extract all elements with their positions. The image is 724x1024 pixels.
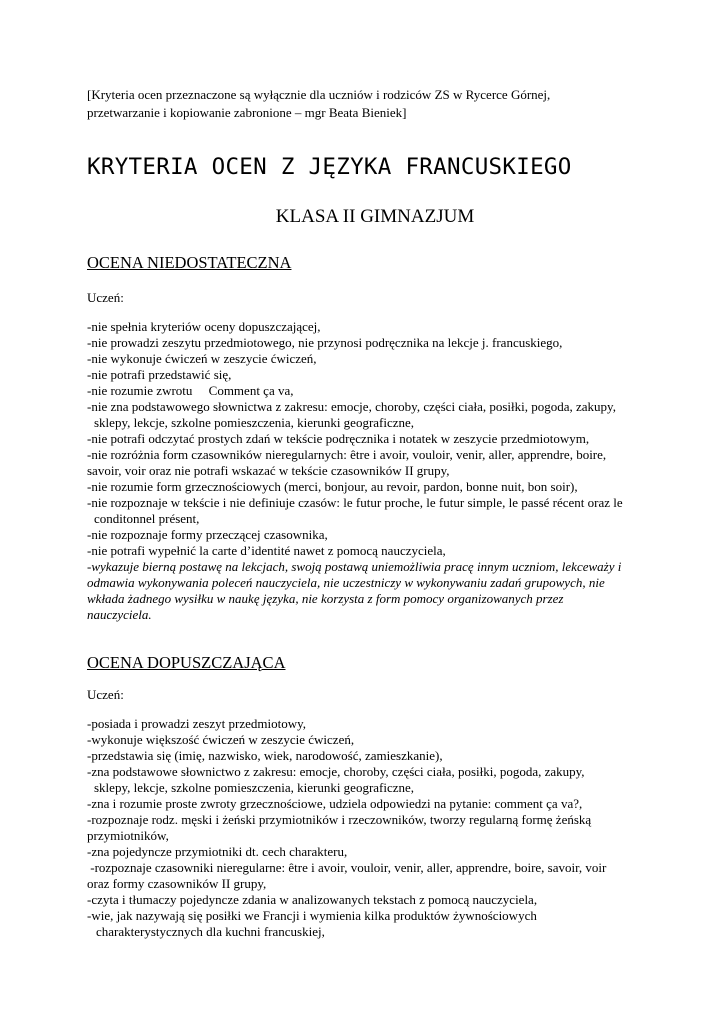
list-item: -zna podstawowe słownictwo z zakresu: emocje, choroby, części ciała, posiłki, pogoda, zakupy, [87,764,585,779]
document-title: KRYTERIA OCEN Z JĘZYKA FRANCUSKIEGO [87,154,572,180]
list-item: -rozpoznaje rodz. męski i żeński przymiotników i rzeczowników, tworzy regularną formę żeńską [87,812,592,827]
list-item: przymiotników, [87,828,169,843]
list-item: nauczyciela. [87,607,152,622]
section-heading-dopuszczajaca: OCENA DOPUSZCZAJĄCA [87,653,286,672]
list-item: -posiada i prowadzi zeszyt przedmiotowy, [87,716,307,731]
section-heading-niedostateczna: OCENA NIEDOSTATECZNA [87,253,292,272]
list-item: -nie zna podstawowego słownictwa z zakresu: emocje, choroby, części ciała, posiłki, pogoda, zakupy, [87,399,616,414]
list-item: -wykazuje bierną postawę na lekcjach, swoją postawą uniemożliwia pracę innym uczniom, lekceważy i [87,559,622,574]
list-item: -nie rozróżnia form czasowników nieregularnych: être i avoir, vouloir, venir, aller, apprendre, boire, [87,447,607,462]
list-item: sklepy, lekcje, szkolne pomieszczenia, kierunki geograficzne, [94,415,415,430]
list-item: odmawia wykonywania poleceń nauczyciela, nie uczestniczy w wykonywaniu zadań grupowych, nie [87,575,605,590]
document-subtitle: KLASA II GIMNAZJUM [275,206,475,227]
list-item: -czyta i tłumaczy pojedyncze zdania w analizowanych tekstach z pomocą nauczyciela, [87,892,538,907]
notice-line: przetwarzanie i kopiowanie zabronione – mgr Beata Bieniek] [87,105,407,120]
section-intro: Uczeń: [87,687,124,702]
list-item: -nie spełnia kryteriów oceny dopuszczającej, [87,319,321,334]
notice-line: [Kryteria ocen przeznaczone są wyłącznie dla uczniów i rodziców ZS w Rycerce Górnej, [87,87,551,102]
list-item: -nie rozumie zwrotu Comment ça va, [87,383,294,398]
list-item: -nie rozpoznaje w tekście i nie definiuje czasów: le futur proche, le futur simple, le passé récent oraz le [87,495,623,510]
list-item: -nie potrafi wypełnić la carte d’identité nawet z pomocą nauczyciela, [87,543,446,558]
list-item: -nie rozumie form grzecznościowych (merci, bonjour, au revoir, pardon, bonne nuit, bon soir), [87,479,578,494]
list-item: oraz formy czasowników II grupy, [87,876,267,891]
copyright-notice [87,86,647,122]
list-item: savoir, voir oraz nie potrafi wskazać w tekście czasowników II grupy, [87,463,450,478]
list-item: wkłada żadnego wysiłku w naukę języka, nie korzysta z form pomocy organizowanych przez [87,591,564,606]
list-item: -rozpoznaje czasowniki nieregularne: être i avoir, vouloir, venir, aller, apprendre, boire, savoir, voir [87,860,607,875]
list-item: -zna i rozumie proste zwroty grzecznościowe, udziela odpowiedzi na pytanie: comment ça va?, [87,796,583,811]
list-item: -nie potrafi przedstawić się, [87,367,232,382]
list-item: -wykonuje większość ćwiczeń w zeszycie ćwiczeń, [87,732,355,747]
criteria-list-dopuszczajaca [87,716,647,940]
list-item: -wie, jak nazywają się posiłki we Francji i wymienia kilka produktów żywnościowych [87,908,537,923]
list-item: -nie potrafi odczytać prostych zdań w tekście podręcznika i notatek w zeszycie przedmiotowym, [87,431,590,446]
list-item: charakterystycznych dla kuchni francuskiej, [96,924,325,939]
list-item: -zna pojedyncze przymiotniki dt. cech charakteru, [87,844,348,859]
criteria-list-niedostateczna [87,319,647,623]
list-item: conditonnel présent, [94,511,200,526]
list-item: -nie wykonuje ćwiczeń w zeszycie ćwiczeń, [87,351,317,366]
list-item: -nie rozpoznaje formy przeczącej czasownika, [87,527,328,542]
section-intro: Uczeń: [87,290,124,305]
list-item: -nie prowadzi zeszytu przedmiotowego, nie przynosi podręcznika na lekcje j. francuskiego, [87,335,563,350]
list-item: -przedstawia się (imię, nazwisko, wiek, narodowość, zamieszkanie), [87,748,443,763]
list-item: sklepy, lekcje, szkolne pomieszczenia, kierunki geograficzne, [94,780,415,795]
